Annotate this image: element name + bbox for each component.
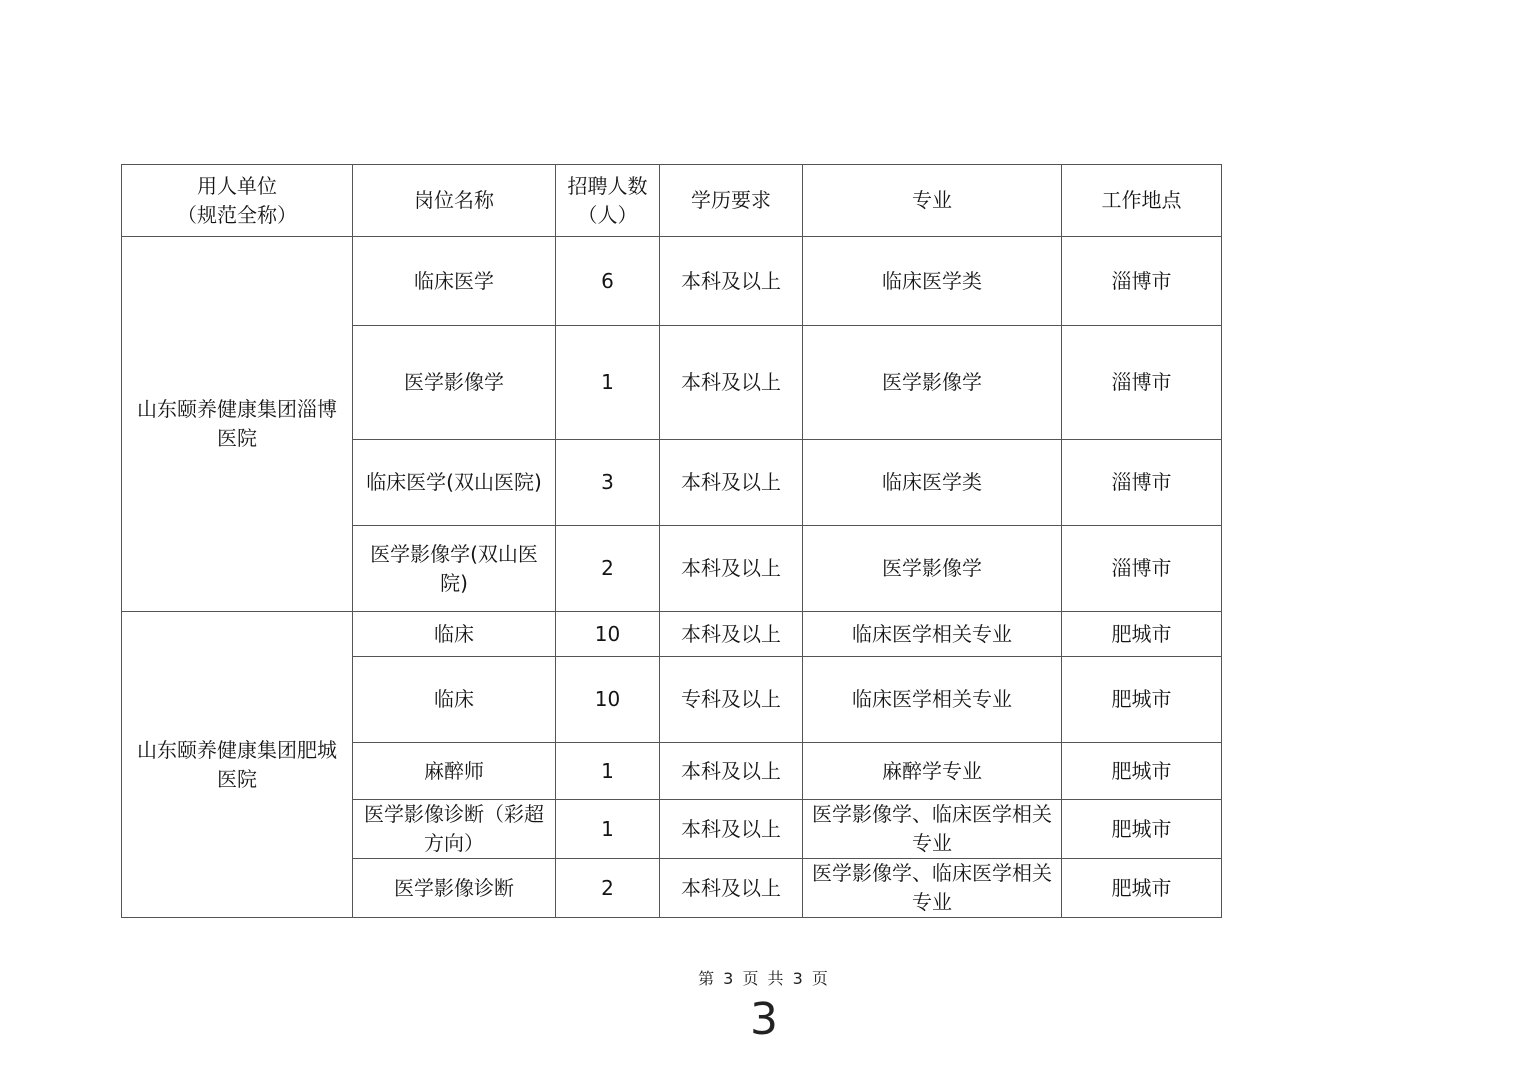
education-cell: 本科及以上 — [660, 800, 803, 859]
location-cell: 肥城市 — [1062, 657, 1222, 743]
position-cell: 医学影像诊断 — [353, 859, 556, 918]
count-cell: 1 — [556, 743, 660, 800]
education-cell: 本科及以上 — [660, 237, 803, 326]
major-cell: 临床医学类 — [803, 440, 1062, 526]
education-cell: 专科及以上 — [660, 657, 803, 743]
major-cell: 麻醉学专业 — [803, 743, 1062, 800]
location-cell: 淄博市 — [1062, 526, 1222, 612]
count-cell: 1 — [556, 800, 660, 859]
header-row — [122, 165, 1222, 237]
count-cell: 10 — [556, 657, 660, 743]
education-cell: 本科及以上 — [660, 612, 803, 657]
education-cell: 本科及以上 — [660, 743, 803, 800]
education-cell: 本科及以上 — [660, 326, 803, 440]
count-cell: 1 — [556, 326, 660, 440]
major-cell: 临床医学相关专业 — [803, 612, 1062, 657]
position-cell: 麻醉师 — [353, 743, 556, 800]
unit-cell: 山东颐养健康集团肥城医院 — [122, 612, 353, 918]
page-info: 第 3 页 共 3 页 — [698, 969, 830, 988]
major-cell: 临床医学相关专业 — [803, 657, 1062, 743]
location-cell: 淄博市 — [1062, 237, 1222, 326]
header-unit-line1: 用人单位 — [197, 173, 277, 198]
location-cell: 肥城市 — [1062, 612, 1222, 657]
major-cell: 医学影像学、临床医学相关专业 — [803, 859, 1062, 918]
position-cell: 临床医学 — [353, 237, 556, 326]
table-row — [122, 237, 1222, 326]
unit-cell: 山东颐养健康集团淄博医院 — [122, 237, 353, 612]
table-row — [122, 612, 1222, 657]
count-cell: 3 — [556, 440, 660, 526]
major-cell: 医学影像学、临床医学相关专业 — [803, 800, 1062, 859]
position-cell: 临床 — [353, 657, 556, 743]
count-cell: 2 — [556, 859, 660, 918]
header-location: 工作地点 — [1062, 165, 1222, 237]
major-cell: 临床医学类 — [803, 237, 1062, 326]
position-cell: 临床 — [353, 612, 556, 657]
position-cell: 医学影像诊断（彩超方向） — [353, 800, 556, 859]
location-cell: 肥城市 — [1062, 800, 1222, 859]
position-cell: 临床医学(双山医院) — [353, 440, 556, 526]
page-number: 3 — [750, 994, 778, 1045]
header-unit — [122, 165, 353, 237]
major-cell: 医学影像学 — [803, 326, 1062, 440]
header-count: 招聘人数（人） — [556, 165, 660, 237]
recruitment-table — [121, 164, 1222, 918]
position-cell: 医学影像学 — [353, 326, 556, 440]
education-cell: 本科及以上 — [660, 526, 803, 612]
location-cell: 肥城市 — [1062, 859, 1222, 918]
count-cell: 6 — [556, 237, 660, 326]
major-cell: 医学影像学 — [803, 526, 1062, 612]
education-cell: 本科及以上 — [660, 859, 803, 918]
header-education: 学历要求 — [660, 165, 803, 237]
count-cell: 10 — [556, 612, 660, 657]
header-major: 专业 — [803, 165, 1062, 237]
position-cell: 医学影像学(双山医院) — [353, 526, 556, 612]
location-cell: 淄博市 — [1062, 326, 1222, 440]
header-unit-line2: （规范全称） — [177, 202, 297, 227]
count-cell: 2 — [556, 526, 660, 612]
education-cell: 本科及以上 — [660, 440, 803, 526]
location-cell: 淄博市 — [1062, 440, 1222, 526]
header-position: 岗位名称 — [353, 165, 556, 237]
location-cell: 肥城市 — [1062, 743, 1222, 800]
